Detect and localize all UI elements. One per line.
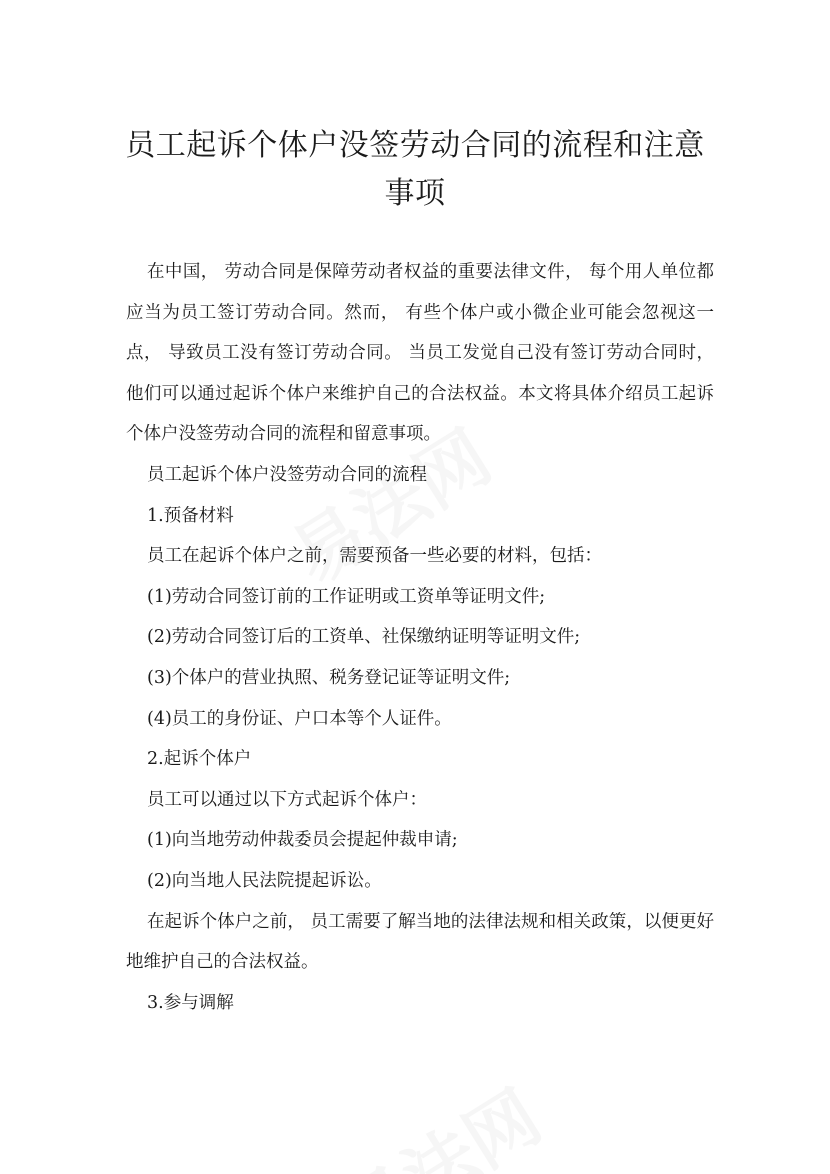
paragraph: 员工可以通过以下方式起诉个体户：	[147, 789, 427, 810]
watermark	[319, 1061, 557, 1174]
paragraph: 在起诉个体户之前， 员工需要了解当地的法律法规和相关政策，以便更好地维护自己的合法权益。	[126, 911, 714, 973]
paragraph: 员工在起诉个体户之前，需要预备一些必要的材料，包括：	[147, 546, 602, 567]
list-item: (2)向当地人民法院提起诉讼。	[147, 870, 382, 891]
list-item: (2)劳动合同签订后的工资单、社保缴纳证明等证明文件;	[147, 627, 581, 648]
step-heading: 3.参与调解	[147, 992, 234, 1013]
section-heading: 员工起诉个体户没签劳动合同的流程	[147, 464, 427, 485]
document-body	[126, 252, 714, 1023]
step-heading: 1.预备材料	[147, 505, 234, 526]
list-item: (3)个体户的营业执照、税务登记证等证明文件;	[147, 667, 511, 688]
intro-paragraph: 在中国， 劳动合同是保障劳动者权益的重要法律文件， 每个用人单位都应当为员工签订劳动合同。然而， 有些个体户或小微企业可能会忽视这一点， 导致员工没有签订劳动合同。 当员工发觉自己没有签订劳动合同时， 他们可以通过起诉个体户来维护自己的合法权益。本文将具体介绍员工起诉个体户没签劳动合同的流程和留意事项。	[126, 262, 714, 445]
list-item: (1)向当地劳动仲裁委员会提起仲裁申请;	[147, 830, 458, 851]
document-title: 员工起诉个体户没签劳动合同的流程和注意事项	[125, 128, 705, 211]
step-heading: 2.起诉个体户	[147, 749, 252, 770]
list-item: (1)劳动合同签订前的工作证明或工资单等证明文件;	[147, 586, 546, 607]
list-item: (4)员工的身份证、户口本等个人证件。	[147, 708, 452, 729]
